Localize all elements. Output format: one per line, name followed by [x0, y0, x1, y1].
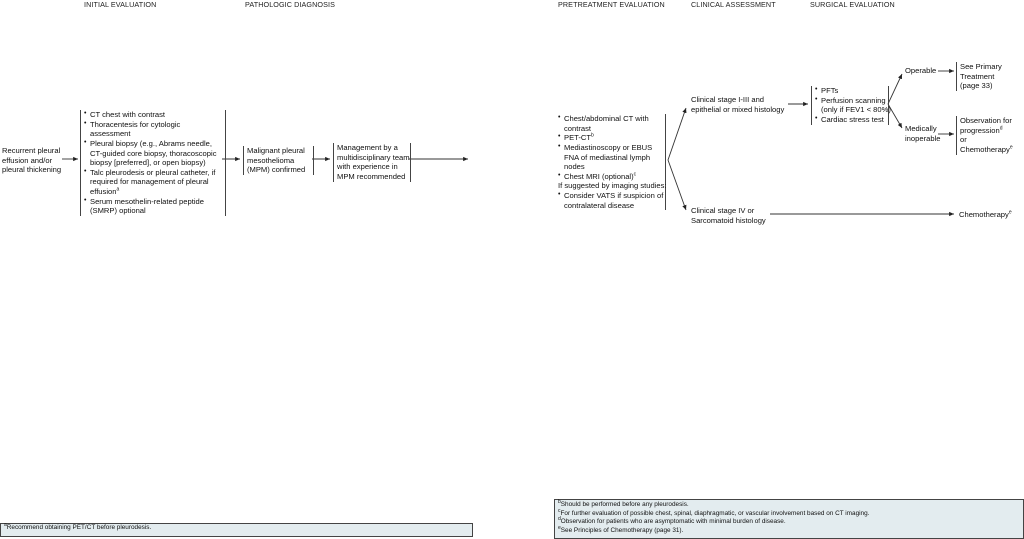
pathologic-diagnosis-box [243, 146, 314, 175]
initial-evaluation-item: • Talc pleurodesis or pleural catheter, if required for management of pleural effusion$^a$ [84, 168, 222, 197]
arrow-pretreatment-to-early-stage [668, 108, 686, 160]
footnote-ref: a [116, 186, 120, 193]
header-surgical-evaluation: SURGICAL EVALUATION [810, 0, 895, 9]
diagnosis-line: (MPM) confirmed [247, 165, 306, 175]
arrow-pretreatment-to-late-stage [668, 160, 686, 210]
pretreatment-item: • Chest/abdominal CT with contrast [558, 114, 662, 133]
surgical-test-item: • PFTs [815, 86, 885, 96]
management-box [333, 143, 411, 182]
see-primary-treatment[interactable]: See Primary Treatment (page 33) [956, 62, 1002, 91]
observation-box: Observation for progression$^d$ or Chemotherapy$^e$ [956, 116, 1013, 155]
header-clinical-assessment: CLINICAL ASSESSMENT [691, 0, 776, 9]
header-pretreatment-evaluation: PRETREATMENT EVALUATION [558, 0, 665, 9]
clinical-stage-early: Clinical stage I-III and epithelial or mixed histology [691, 95, 785, 114]
pretreatment-conditional-item: • Consider VATS if suspicion of contralateral disease [558, 191, 662, 210]
footnote-left-box [0, 523, 473, 537]
footnote-ref: c [633, 171, 637, 178]
management-line: Management by a [337, 143, 398, 152]
operable-label: Operable [905, 66, 937, 75]
footnote-item: $^e$See Principles of Chemotherapy (page 31). [558, 524, 684, 534]
chemotherapy-late: Chemotherapy$^e$ [959, 209, 1012, 219]
footnote-ref: e [1009, 144, 1013, 151]
presentation-line: pleural thickening [2, 165, 62, 175]
medically-inoperable-label: Medically inoperable [905, 124, 941, 143]
arrow-tests-to-operable [888, 74, 902, 104]
surgical-test-item: • Perfusion scanning (only if FEV1 < 80%) [815, 96, 885, 115]
footnote-ref: d [999, 125, 1003, 132]
footnote-ref: b [591, 132, 594, 139]
initial-evaluation-item: • CT chest with contrast [84, 110, 222, 120]
footnote-ref: e [1008, 209, 1012, 216]
header-initial-evaluation: INITIAL EVALUATION [84, 0, 157, 9]
clinical-stage-late: Clinical stage IV or Sarcomatoid histology [691, 206, 766, 225]
presentation-line: Recurrent pleural [2, 146, 61, 155]
management-line: with experience in [337, 162, 398, 172]
footnote-right-box [554, 499, 1024, 539]
footnote-left: $^a$Recommend obtaining PET/CT before pleurodesis. [4, 521, 152, 531]
initial-evaluation-box [80, 110, 226, 216]
diagnosis-line: mesothelioma [247, 155, 295, 165]
surgical-test-item: • Cardiac stress test [815, 115, 885, 125]
pretreatment-item: • Chest MRI (optional)$^c$ [558, 172, 662, 182]
footnote-item: $^b$Should be performed before any pleurodesis. [558, 498, 689, 508]
header-pathologic-diagnosis: PATHOLOGIC DIAGNOSIS [245, 0, 335, 9]
pretreatment-box [558, 114, 666, 210]
footnote-item: $^d$Observation for patients who are asymptomatic with minimal burden of disease. [558, 516, 786, 526]
diagnosis-line: Malignant pleural [247, 146, 305, 155]
pretreatment-item: • PET-$CT^b$ [558, 133, 662, 143]
footnote-item: $^c$For further evaluation of possible chest, spinal, diaphragmatic, or vascular involvement based on CT imaging. [558, 507, 870, 517]
initial-evaluation-item: • Thoracentesis for cytologic assessment [84, 120, 222, 139]
presentation-box [2, 146, 61, 175]
management-line: MPM recommended [337, 171, 406, 181]
pretreatment-conditional-intro: If suggested by imaging studies: [558, 181, 667, 191]
surgical-tests-box [811, 86, 889, 125]
pretreatment-item: • Mediastinoscopy or EBUS FNA of mediastinal lymph nodes [558, 143, 662, 172]
initial-evaluation-item: • Pleural biopsy (e.g., Abrams needle, CT-guided core biopsy, thoracoscopic biopsy [preferred], or open biopsy) [84, 139, 222, 168]
presentation-line: effusion and/or [2, 155, 53, 165]
management-line: multidisciplinary team [337, 152, 410, 162]
initial-evaluation-item: • Serum mesothelin-related peptide (SMRP) optional [84, 197, 222, 216]
